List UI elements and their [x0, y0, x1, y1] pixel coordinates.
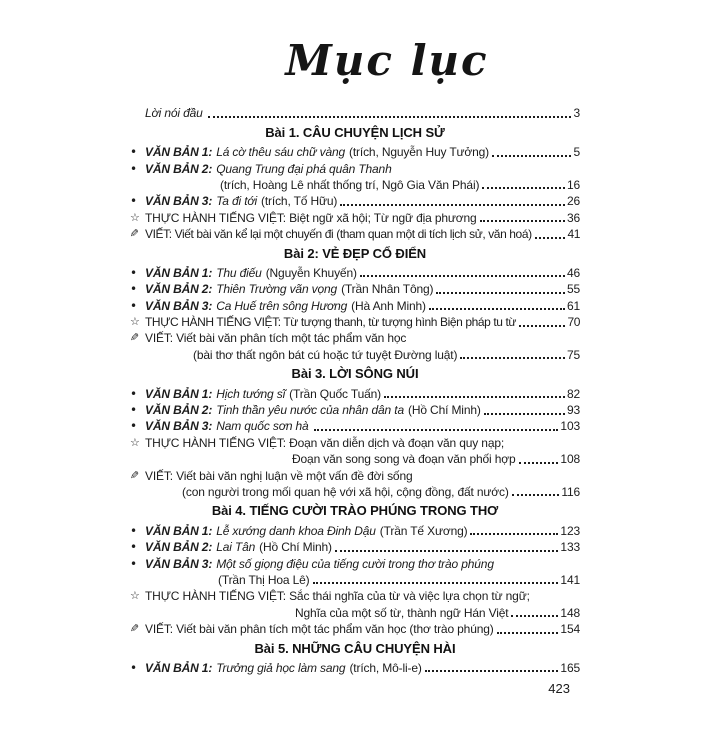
pencil-icon: ✎ — [130, 331, 140, 345]
entry-note: (Nguyễn Khuyến) — [265, 265, 357, 280]
entry-label: VĂN BẢN 1: — [145, 145, 213, 160]
page-number: 61 — [566, 298, 580, 313]
leader-dots — [519, 462, 559, 464]
leader-dots — [512, 494, 560, 496]
entry-label: VĂN BẢN 2: — [145, 540, 213, 555]
toc-entry-continuation — [130, 345, 580, 361]
entry-label: VĂN BẢN 1: — [145, 523, 213, 538]
toc-entry-continuation — [130, 176, 580, 192]
bullet-icon: • — [130, 523, 137, 538]
page-number: 148 — [560, 605, 580, 620]
toc-entry-continuation — [130, 603, 580, 619]
section-heading: Bài 2: VẺ ĐẸP CỔ ĐIỂN — [283, 245, 427, 261]
entry-text: THỰC HÀNH TIẾNG VIỆT: Từ tượng thanh, từ tượng hình Biện pháp tu từ — [145, 315, 517, 330]
leader-dots — [484, 413, 565, 415]
toc-entry-continuation — [130, 571, 580, 587]
page-number: 5 — [573, 145, 580, 160]
toc-entry — [130, 659, 580, 675]
entry-title: Lai Tân — [216, 540, 256, 555]
page-number: 70 — [567, 315, 580, 330]
leader-dots — [313, 582, 559, 584]
entry-title: Ca Huế trên sông Hương — [216, 298, 348, 313]
page-number: 3 — [573, 106, 580, 121]
page-number: 46 — [566, 265, 580, 280]
leader-dots — [429, 308, 565, 310]
leader-dots — [460, 357, 565, 359]
toc-entry — [130, 587, 580, 603]
section-heading: Bài 1. CÂU CHUYỆN LỊCH SỬ — [265, 124, 445, 140]
bullet-icon: • — [130, 298, 137, 313]
leader-dots — [360, 275, 565, 277]
bullet-icon: • — [130, 556, 137, 571]
page-number: 41 — [567, 227, 580, 242]
leader-dots — [511, 615, 558, 617]
entry-note: (Hồ Chí Minh) — [259, 540, 332, 555]
entry-text: THỰC HÀNH TIẾNG VIỆT: Sắc thái nghĩa của từ và việc lựa chọn từ ngữ; — [145, 589, 530, 604]
entry-note: Đoạn văn song song và đoạn văn phối hợp — [292, 452, 516, 467]
leader-dots — [497, 632, 559, 634]
page-number: 26 — [566, 194, 580, 209]
entry-note: (trích, Tố Hữu) — [261, 194, 338, 209]
toc-entry — [130, 433, 580, 449]
entry-title: Tinh thần yêu nước của nhân dân ta — [216, 403, 404, 418]
toc-entry — [130, 554, 580, 570]
entry-text: THỰC HÀNH TIẾNG VIỆT: Biệt ngữ xã hội; Từ ngữ địa phương — [145, 210, 477, 225]
entry-label: VĂN BẢN 1: — [145, 660, 213, 675]
entry-note: (Hà Anh Minh) — [351, 298, 426, 313]
bullet-icon: • — [130, 194, 137, 209]
page-number: 55 — [566, 282, 580, 297]
entry-label: VĂN BẢN 1: — [145, 265, 213, 280]
toc-entry — [130, 538, 580, 554]
entry-title: Thu điếu — [216, 265, 262, 280]
entry-title: Trưởng giả học làm sang — [216, 660, 346, 675]
toc-entry — [130, 192, 580, 208]
leader-dots — [335, 550, 559, 552]
entry-note: (trích, Hoàng Lê nhất thống trí, Ngô Gia Văn Phái) — [220, 177, 480, 192]
pencil-icon: ✎ — [130, 227, 139, 241]
leader-dots — [436, 292, 565, 294]
pencil-icon: ✎ — [130, 468, 140, 482]
leader-dots — [208, 116, 572, 118]
page-number: 93 — [566, 403, 580, 418]
entry-title: Quang Trung đại phá quân Thanh — [216, 161, 392, 176]
entry-note: (Trần Tế Xương) — [379, 523, 468, 538]
leader-dots — [340, 204, 565, 206]
entry-label: VĂN BẢN 3: — [145, 419, 213, 434]
page-number: 103 — [560, 419, 580, 434]
page-number: 82 — [566, 386, 580, 401]
entry-title: Lễ xướng danh khoa Đinh Dậu — [216, 523, 376, 538]
entry-note: (bài thơ thất ngôn bát cú hoặc tứ tuyệt Đường luật) — [193, 347, 458, 362]
entry-title: Lá cờ thêu sáu chữ vàng — [216, 145, 346, 160]
entry-note: (Trần Quốc Tuấn) — [289, 386, 381, 401]
entry-text: VIẾT: Viết bài văn phân tích một tác phẩm văn học — [145, 331, 407, 346]
entry-note: (Trần Nhân Tông) — [341, 282, 434, 297]
toc-entry — [130, 143, 580, 159]
bullet-icon: • — [130, 403, 137, 418]
entry-note: (trích, Mô-li-e) — [349, 660, 422, 675]
leader-dots — [384, 396, 565, 398]
entry-label: VĂN BẢN 2: — [145, 403, 213, 418]
page-title: Mục lục — [285, 36, 489, 85]
toc-entry — [130, 313, 580, 329]
toc-entry-continuation — [130, 450, 580, 466]
bullet-icon: • — [130, 282, 137, 297]
star-icon: ☆ — [130, 210, 140, 224]
entry-label: VĂN BẢN 1: — [145, 386, 213, 401]
leader-dots — [480, 220, 565, 222]
entry-text: VIẾT: Viết bài văn nghị luận về một vấn đề đời sống — [145, 468, 413, 483]
section-heading: Bài 5. NHỮNG CÂU CHUYỆN HÀI — [254, 640, 456, 656]
page-number: 108 — [560, 452, 580, 467]
entry-label: VĂN BẢN 3: — [145, 194, 213, 209]
book-page — [0, 30, 720, 750]
page-number: 154 — [560, 622, 580, 637]
page-number: 75 — [566, 347, 580, 362]
toc-entry — [130, 417, 580, 433]
page-number: 133 — [560, 540, 580, 555]
toc-entry — [130, 466, 580, 482]
page-number: 16 — [566, 177, 580, 192]
toc-entry — [130, 296, 580, 312]
bullet-icon: • — [130, 419, 137, 434]
toc-entry — [130, 521, 580, 537]
leader-dots — [519, 325, 565, 327]
entry-label: VĂN BẢN 2: — [145, 161, 213, 176]
pencil-icon: ✎ — [130, 622, 140, 636]
leader-dots — [492, 155, 571, 157]
entry-label: VĂN BẢN 3: — [145, 298, 213, 313]
entry-note: (Trần Thị Hoa Lê) — [218, 572, 310, 587]
preface-label: Lời nói đầu — [145, 106, 203, 121]
bullet-icon: • — [130, 145, 137, 160]
toc-entry-continuation — [130, 483, 580, 499]
bullet-icon: • — [130, 540, 137, 555]
entry-title: Thiên Trường vãn vọng — [216, 282, 338, 297]
entry-title: Ta đi tới — [216, 194, 258, 209]
leader-dots — [535, 237, 566, 239]
preface-entry — [130, 104, 580, 120]
bullet-icon: • — [130, 660, 137, 675]
star-icon: ☆ — [130, 315, 140, 329]
entry-note: (trích, Nguyễn Huy Tưởng) — [349, 145, 489, 160]
leader-dots — [470, 533, 558, 535]
page-number: 123 — [560, 523, 580, 538]
entry-label: VĂN BẢN 3: — [145, 556, 213, 571]
page-number: 36 — [566, 210, 580, 225]
toc-entry — [130, 384, 580, 400]
entry-note: (Hồ Chí Minh) — [407, 403, 481, 418]
toc-entry — [130, 225, 580, 241]
star-icon: ☆ — [130, 589, 140, 603]
toc-entry — [130, 208, 580, 224]
section-heading: Bài 4. TIẾNG CƯỜI TRÀO PHÚNG TRONG THƠ — [211, 503, 499, 519]
bullet-icon: • — [130, 265, 137, 280]
entry-note: (con người trong mối quan hệ với xã hội, cộng đồng, đất nước) — [182, 484, 509, 499]
toc-entry — [130, 620, 580, 636]
entry-text: VIẾT: Viết bài văn kể lại một chuyến đi (tham quan một di tích lịch sử, văn hoá) — [145, 227, 532, 242]
toc-entry — [130, 401, 580, 417]
page-number: 116 — [561, 484, 580, 499]
section-heading: Bài 3. LỜI SÔNG NÚI — [291, 366, 419, 382]
toc-content — [130, 30, 580, 696]
bullet-icon: • — [130, 161, 137, 176]
entry-text: THỰC HÀNH TIẾNG VIỆT: Đoạn văn diễn dịch và đoạn văn quy nạp; — [145, 435, 505, 450]
leader-dots — [425, 670, 559, 672]
toc-entry — [130, 329, 580, 345]
page-number: 141 — [560, 572, 580, 587]
entry-label: VĂN BẢN 2: — [145, 282, 213, 297]
entry-title: Hịch tướng sĩ — [216, 386, 286, 401]
toc-entry — [130, 264, 580, 280]
leader-dots — [482, 187, 565, 189]
toc-entry — [130, 280, 580, 296]
folio-page-number: 423 — [548, 680, 570, 696]
leader-dots — [314, 429, 559, 431]
star-icon: ☆ — [130, 435, 140, 449]
entry-title: Một số giọng điệu của tiếng cười trong thơ trào phúng — [216, 556, 494, 571]
page-number: 165 — [560, 660, 580, 675]
bullet-icon: • — [130, 386, 137, 401]
entry-text: VIẾT: Viết bài văn phân tích một tác phẩm văn học (thơ trào phúng) — [145, 622, 494, 637]
entry-note: Nghĩa của một số từ, thành ngữ Hán Việt — [295, 605, 509, 620]
toc-entry — [130, 159, 580, 175]
entry-title: Nam quốc sơn hà — [216, 419, 309, 434]
